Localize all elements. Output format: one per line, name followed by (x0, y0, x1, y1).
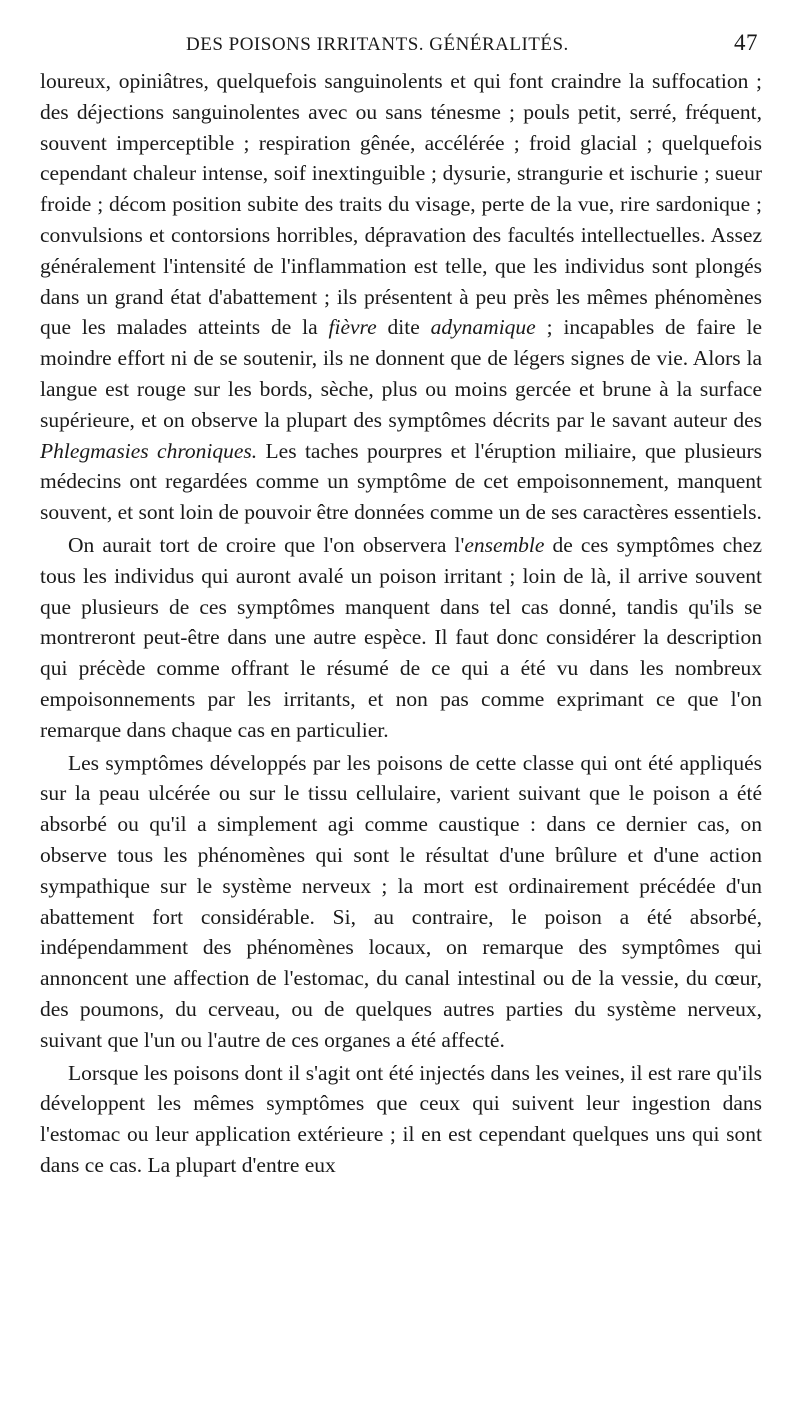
text-segment: dite (376, 315, 431, 340)
italic-text: Phlegmasies chroniques. (40, 438, 258, 463)
text-segment: de ces symptômes chez tous les individus qui auront avalé un poison irritant ; loin de là, il arrive souvent que plusieurs de ces symptômes manquent dans tel cas donné, tandis qu'ils se montreront peut-être dans une autre espèce. Il faut donc considérer la description qui précède comme offrant le résumé de ce qui a été vu dans les nombreux empoisonnements par les irritants, et non pas comme exprimant ce que l'on remarque dans chaque cas en particulier. (40, 532, 762, 742)
text-segment: Les symptômes développés par les poisons de cette classe qui ont été appliqués sur la peau ulcérée ou sur le tissu cellulaire, varient suivant que le poison a été absorbé ou qu'il a simplement agi comme caustique : dans ce dernier cas, on observe tous les phénomènes qui sont le résultat d'une brûlure et d'une action sympathique sur le système nerveux ; la mort est ordinairement précédée d'un abattement fort considérable. Si, au contraire, le poison a été absorbé, indépendamment des phénomènes locaux, on remarque des symptômes qui annoncent une affection de l'estomac, du canal intestinal ou de la vessie, du cœur, des poumons, du cerveau, ou de quelques autres parties du système nerveux, suivant que l'un ou l'autre de ces organes a été affecté. (40, 750, 762, 1052)
body-text (40, 66, 762, 1181)
text-segment: On aurait tort de croire que l'on observera l' (68, 532, 465, 557)
paragraph (40, 748, 762, 1056)
page-header (40, 26, 762, 66)
text-segment: loureux, opiniâtres, quelquefois sanguinolents et qui font craindre la suffocation ; des déjections sanguinolentes avec ou sans ténesme ; pouls petit, serré, fréquent, souvent imperceptible ; respiration gênée, accélérée ; froid glacial ; quelquefois cependant chaleur intense, soif inextinguible ; dysurie, strangurie et ischurie ; sueur froide ; décom position subite des traits du visage, perte de la vue, rire sardonique ; convulsions et contorsions horribles, dépravation des facultés intellectuelles. Assez généralement l'intensité de l'inflammation est telle, que les individus sont plongés dans un grand état d'abattement ; ils présentent à peu près les mêmes phénomènes que les malades atteints de la (40, 69, 762, 340)
italic-text: ensemble (464, 532, 545, 557)
text-segment: ; incapables de faire le moindre effort ni de se soutenir, ils ne donnent que de légers signes de vie. Alors la langue est rouge sur les bords, sèche, plus ou moins gercée et brune à la surface supérieure, et on observe la plupart des symptômes décrits par le savant auteur des (40, 315, 762, 432)
running-head: DES POISONS IRRITANTS. GÉNÉRALITÉS. (186, 34, 569, 55)
text-segment: Les taches pourpres et l'éruption miliaire, que plusieurs médecins ont regardées comme un symptôme de cet empoisonnement, manquent souvent, et sont loin de pouvoir être données comme un de ses caractères essentiels. (40, 438, 763, 525)
italic-text: adynamique (430, 315, 536, 340)
paragraph (40, 1058, 762, 1181)
text-segment: Lorsque les poisons dont il s'agit ont été injectés dans les veines, il est rare qu'ils développent les mêmes symptômes que ceux qui suivent leur ingestion dans l'estomac ou leur application extérieure ; il en est cependant quelques uns qui sont dans ce cas. La plupart d'entre eux (40, 1060, 762, 1177)
italic-text: fièvre (328, 315, 377, 340)
page-number: 47 (734, 30, 758, 55)
paragraph (40, 530, 762, 746)
paragraph (40, 66, 762, 528)
